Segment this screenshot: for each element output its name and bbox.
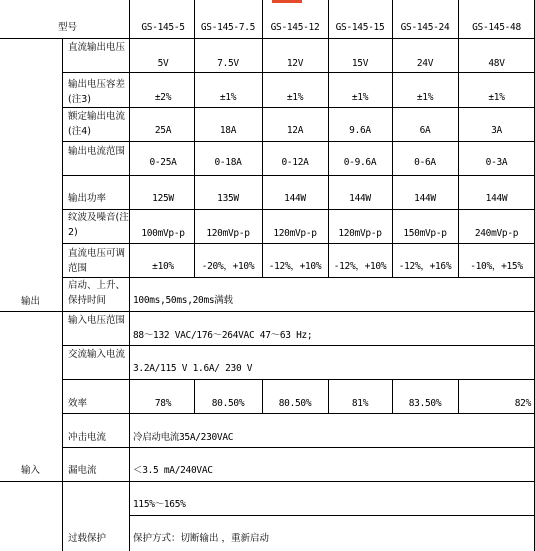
row-label-ac-input-current: 交流输入电流 — [68, 349, 126, 360]
cell: 18A — [219, 125, 237, 136]
cell: 24V — [416, 58, 434, 69]
cell: ±2% — [154, 92, 172, 103]
cell: 9.6A — [349, 125, 371, 136]
cell: 81% — [351, 398, 369, 409]
model-gs-145-48: GS-145-48 — [472, 22, 521, 33]
grid-line — [0, 481, 535, 482]
grid-line — [62, 447, 535, 448]
grid-line — [62, 107, 535, 108]
row-label-rated-output-current: 额定输出电流(注4) — [68, 111, 126, 137]
ac-input-current-value: 3.2A/115 V 1.6A/ 230 V — [133, 363, 253, 374]
grid-line — [62, 72, 535, 73]
cell: 100mVp-p — [141, 228, 185, 239]
cell: ±1% — [488, 92, 505, 103]
row-label-overload-protection: 过载保护 — [68, 533, 107, 544]
row-label-inrush-current: 冲击电流 — [68, 432, 107, 443]
cell: -12%，+16% — [398, 261, 452, 272]
inrush-current-value: 冷启动电流35A/230VAC — [133, 432, 234, 443]
leakage-current-value: ＜3.5 mA/240VAC — [133, 465, 213, 476]
cell: ±1% — [351, 92, 369, 103]
cell: -12%，+10% — [333, 261, 387, 272]
cell: 125W — [152, 193, 174, 204]
input-voltage-range-value: 88～132 VAC/176～264VAC 47～63 Hz; — [133, 330, 313, 341]
header-model-label: 型号 — [58, 22, 78, 33]
grid-line — [62, 345, 535, 346]
group-label-input: 输入 — [21, 465, 41, 476]
overload-protection-value: 保护方式：切断输出 ，重新启动 — [133, 533, 270, 544]
cell: 144W — [349, 193, 371, 204]
cell: 80.50% — [278, 398, 312, 409]
model-gs-145-12: GS-145-12 — [270, 22, 320, 33]
cell: 80.50% — [211, 398, 245, 409]
cell: 144W — [485, 193, 508, 204]
startup-time-value: 100ms,50ms,20ms满载 — [133, 295, 233, 306]
cell: 7.5V — [217, 58, 239, 69]
cell: ±1% — [219, 92, 237, 103]
row-label-efficiency: 效率 — [68, 398, 88, 409]
grid-line — [0, 311, 535, 312]
cell: 0-12A — [281, 157, 309, 168]
cell: -10%，+15% — [470, 261, 523, 272]
cell: 25A — [154, 125, 172, 136]
cell: -20%，+10% — [201, 261, 255, 272]
cell: 150mVp-p — [403, 228, 447, 239]
row-label-leakage-current: 漏电流 — [68, 465, 97, 476]
model-gs-145-7-5: GS-145-7.5 — [200, 22, 256, 33]
grid-line — [62, 141, 535, 142]
cell: 135W — [217, 193, 239, 204]
row-label-input-voltage-range: 输入电压范围 — [68, 315, 126, 326]
cell: ±1% — [416, 92, 434, 103]
cell: 0-6A — [414, 157, 436, 168]
cell: 144W — [284, 193, 306, 204]
cell: 12A — [286, 125, 304, 136]
cell: 120mVp-p — [338, 228, 382, 239]
cell: 83.50% — [408, 398, 442, 409]
row-label-voltage-tolerance: 输出电压容差(注3) — [68, 79, 126, 105]
model-gs-145-24: GS-145-24 — [400, 22, 450, 33]
model-gs-145-15: GS-145-15 — [335, 22, 385, 33]
cell: 82% — [514, 398, 531, 409]
cell: -12%，+10% — [268, 261, 322, 272]
cell: 78% — [154, 398, 172, 409]
top-red-mark — [272, 0, 302, 3]
cell: 120mVp-p — [206, 228, 250, 239]
cell: ±1% — [286, 92, 304, 103]
cell: 6A — [419, 125, 431, 136]
grid-line — [62, 38, 63, 551]
row-label-startup-rise-hold-time: 启动、上升、保持时间 — [68, 280, 126, 306]
row-label-dc-voltage-adjust-range: 直流电压可调范围 — [68, 248, 126, 274]
row-label-dc-output-voltage: 直流输出电压 — [68, 42, 126, 53]
model-gs-145-5: GS-145-5 — [141, 22, 185, 33]
grid-line — [62, 413, 535, 414]
cell: 3A — [491, 125, 502, 136]
cell: 0-9.6A — [343, 157, 377, 168]
cell: 12V — [286, 58, 304, 69]
grid-line — [0, 38, 535, 39]
row-label-ripple-noise: 纹波及噪音(注2) — [68, 212, 129, 238]
cell: 5V — [157, 58, 169, 69]
cell: 0-25A — [149, 157, 177, 168]
cell: 15V — [351, 58, 369, 69]
group-label-output: 输出 — [21, 296, 41, 307]
grid-line — [129, 515, 535, 516]
cell: ±10% — [152, 261, 174, 272]
row-label-output-power: 输出功率 — [68, 193, 107, 204]
row-label-output-current-range: 输出电流范围 — [68, 146, 126, 157]
overload-range-value: 115%～165% — [133, 499, 186, 510]
cell: 240mVp-p — [474, 228, 519, 239]
grid-line — [62, 175, 535, 176]
cell: 48V — [488, 58, 505, 69]
grid-line — [62, 379, 535, 380]
cell: 0-3A — [485, 157, 508, 168]
cell: 144W — [414, 193, 436, 204]
grid-line — [62, 243, 535, 244]
cell: 0-18A — [214, 157, 242, 168]
cell: 120mVp-p — [273, 228, 317, 239]
